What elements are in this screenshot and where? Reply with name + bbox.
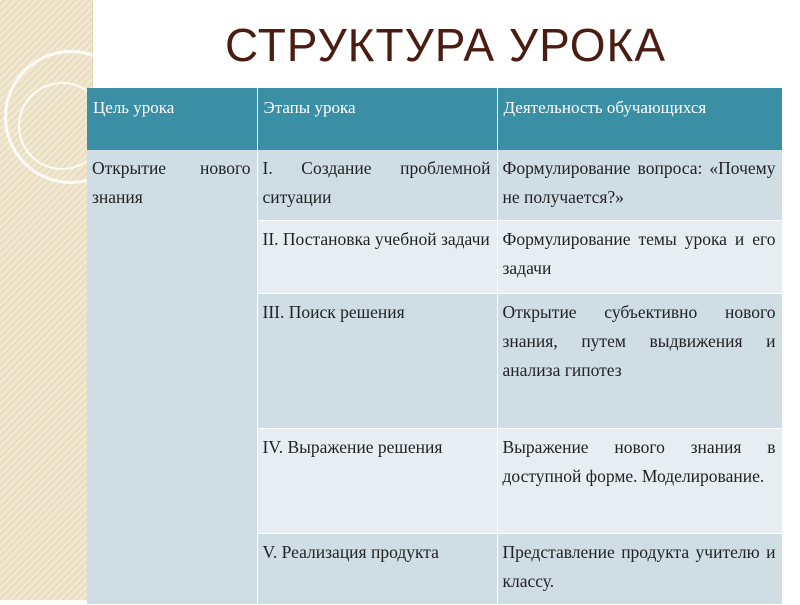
activity-cell: Представление продукта учителю и классу. <box>497 534 782 605</box>
stage-cell: V. Реализация продукта <box>257 534 497 605</box>
stage-cell: III. Поиск решения <box>257 294 497 429</box>
activity-cell: Выражение нового знания в доступной форме. Моделирование. <box>497 429 782 534</box>
table-row <box>87 150 782 221</box>
table-header-row <box>87 88 782 150</box>
activity-cell: Формулирование темы урока и его задачи <box>497 221 782 294</box>
stage-cell: I. Создание проблемной ситуации <box>257 150 497 221</box>
activity-cell: Открытие субъективно нового знания, путем выдвижения и анализа гипотез <box>497 294 782 429</box>
lesson-structure-table <box>87 88 783 605</box>
stage-cell: IV. Выражение решения <box>257 429 497 534</box>
header-stages: Этапы урока <box>257 88 497 150</box>
goal-cell: Открытие нового знания <box>87 150 257 605</box>
stage-cell: II. Постановка учебной задачи <box>257 221 497 294</box>
activity-cell: Формулирование вопроса: «Почему не получается?» <box>497 150 782 221</box>
header-goal: Цель урока <box>87 88 257 150</box>
header-activity: Деятельность обучающихся <box>497 88 782 150</box>
slide-title: СТРУКТУРА УРОКА <box>225 19 667 71</box>
